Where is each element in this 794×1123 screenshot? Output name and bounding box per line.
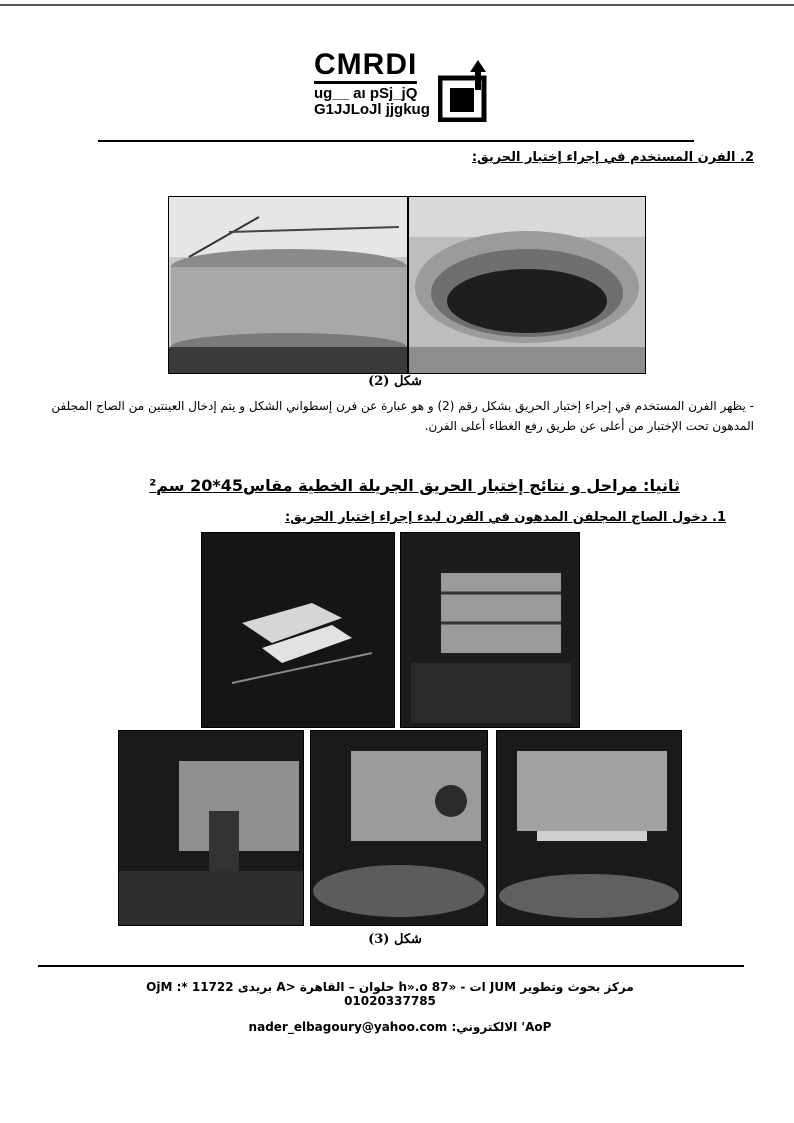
logo-mark-icon xyxy=(438,60,488,122)
figure-3-caption: شكل (3) xyxy=(368,932,422,947)
furnace-description: - يظهر الفرن المستخدم في إجراء إختبار الحريق بشكل رقم (2) و هو عبارة عن فرن إسطواني الشكل و يتم إدخال العينتين من الصاج المجلفن المدهون تحت الإختبار من أعلى عن طريق رفع الغطاء أعلى الفرن. xyxy=(51,399,754,433)
furnace-photo-inside xyxy=(408,196,646,374)
test-photo-2 xyxy=(400,532,580,728)
test-photo-5 xyxy=(496,730,682,926)
top-scan-line xyxy=(0,4,794,6)
section-title-stages: ثانيا: مراحل و نتائج إختبار الحريق الجريلة الخطية مقاس45*20 سم² xyxy=(149,476,680,495)
logo-text xyxy=(314,50,432,118)
logo-name: CMRDI xyxy=(314,50,417,84)
test-photo-1 xyxy=(201,532,395,728)
header-divider xyxy=(98,140,694,142)
test-photo-3 xyxy=(118,730,304,926)
logo-line-2: ug__ aı pSj_jQ xyxy=(314,85,418,102)
item-1-heading: 1. دخول الصاج المجلفن المدهون في الفرن لبدء إجراء إختبار الحريق: xyxy=(284,510,726,525)
furnace-photo-outside xyxy=(168,196,408,374)
cmrdi-logo xyxy=(310,32,500,132)
footer-email: AoP' الالكتروني: nader_elbagoury@yahoo.com xyxy=(248,1020,552,1034)
test-photo-4 xyxy=(310,730,488,926)
logo-line-3: G1JJLoJl jjgkug xyxy=(314,101,430,118)
furnace-heading: 2. الفرن المستخدم في إجراء إختبار الحريق: xyxy=(471,150,754,165)
figure-2-caption: شكل (2) xyxy=(368,374,422,389)
footer-address: مركز بحوث وتطوير JUM ات - «h».o 87 حلوان – القاهرة <A بريدى 11722 *OjM : 01020337785 xyxy=(146,980,634,1008)
footer-divider xyxy=(38,965,744,967)
